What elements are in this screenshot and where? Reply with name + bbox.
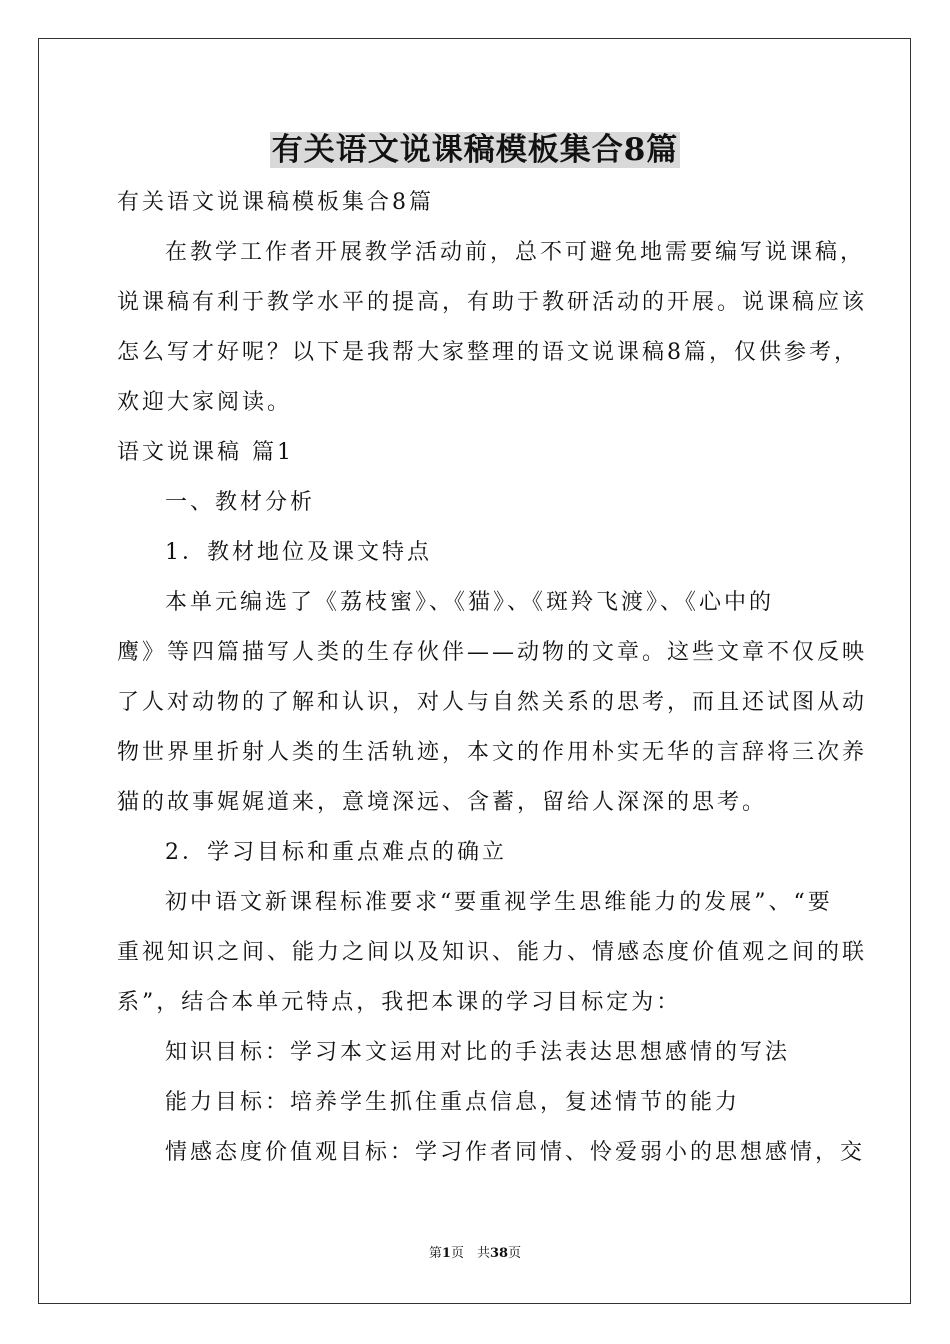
intro-paragraph-line-4: 欢迎大家阅读。 bbox=[117, 390, 293, 415]
emotion-goal-line: 情感态度价值观目标：学习作者同情、怜爱弱小的思想感情，交 bbox=[165, 1140, 866, 1165]
goals-paragraph-line-1: 初中语文新课程标准要求“要重视学生思维能力的发展”、“要 bbox=[165, 890, 833, 915]
footer-page-number: 1 bbox=[441, 1246, 451, 1261]
intro-paragraph-line-3: 怎么写才好呢？以下是我帮大家整理的语文说课稿8篇，仅供参考， bbox=[117, 340, 859, 365]
section-heading: 语文说课稿 篇1 bbox=[117, 440, 294, 465]
goals-paragraph-line-2: 重视知识之间、能力之间以及知识、能力、情感态度价值观之间的联 bbox=[117, 940, 868, 965]
subtitle-line: 有关语文说课稿模板集合8篇 bbox=[117, 190, 434, 215]
subheading-textbook-analysis: 一、教材分析 bbox=[165, 490, 316, 515]
knowledge-goal-line: 知识目标：学习本文运用对比的手法表达思想感情的写法 bbox=[165, 1040, 791, 1065]
footer-page-suffix: 页 共 bbox=[450, 1246, 490, 1261]
body-paragraph-line-4: 物世界里折射人类的生活轨迹，本文的作用朴实无华的言辞将三次养 bbox=[117, 740, 868, 765]
goals-paragraph-line-3: 系”，结合本单元特点，我把本课的学习目标定为： bbox=[117, 990, 682, 1015]
body-paragraph-line-3: 了人对动物的了解和认识，对人与自然关系的思考，而且还试图从动 bbox=[117, 690, 868, 715]
footer-total-suffix: 页 bbox=[508, 1246, 522, 1261]
document-body bbox=[117, 178, 868, 1178]
ability-goal-line: 能力目标：培养学生抓住重点信息，复述情节的能力 bbox=[165, 1090, 741, 1115]
subheading-textbook-status: 1．教材地位及课文特点 bbox=[165, 540, 432, 565]
document-title-text: 有关语文说课稿模板集合8篇 bbox=[271, 132, 679, 168]
intro-paragraph-line-2: 说课稿有利于教学水平的提高，有助于教研活动的开展。说课稿应该 bbox=[117, 290, 868, 315]
page-footer bbox=[0, 1244, 950, 1264]
footer-total-pages: 38 bbox=[489, 1246, 509, 1261]
document-title bbox=[0, 128, 950, 172]
footer-page-prefix: 第 bbox=[428, 1246, 442, 1261]
body-paragraph-line-2: 鹰》等四篇描写人类的生存伙伴——动物的文章。这些文章不仅反映 bbox=[117, 640, 868, 665]
body-paragraph-line-1: 本单元编选了《荔枝蜜》、《猫》、《斑羚飞渡》、《心中的 bbox=[165, 590, 775, 615]
intro-paragraph-line-1: 在教学工作者开展教学活动前，总不可避免地需要编写说课稿， bbox=[165, 240, 866, 265]
body-paragraph-line-5: 猫的故事娓娓道来，意境深远、含蓄，留给人深深的思考。 bbox=[117, 790, 768, 815]
subheading-learning-goals: 2．学习目标和重点难点的确立 bbox=[165, 840, 507, 865]
